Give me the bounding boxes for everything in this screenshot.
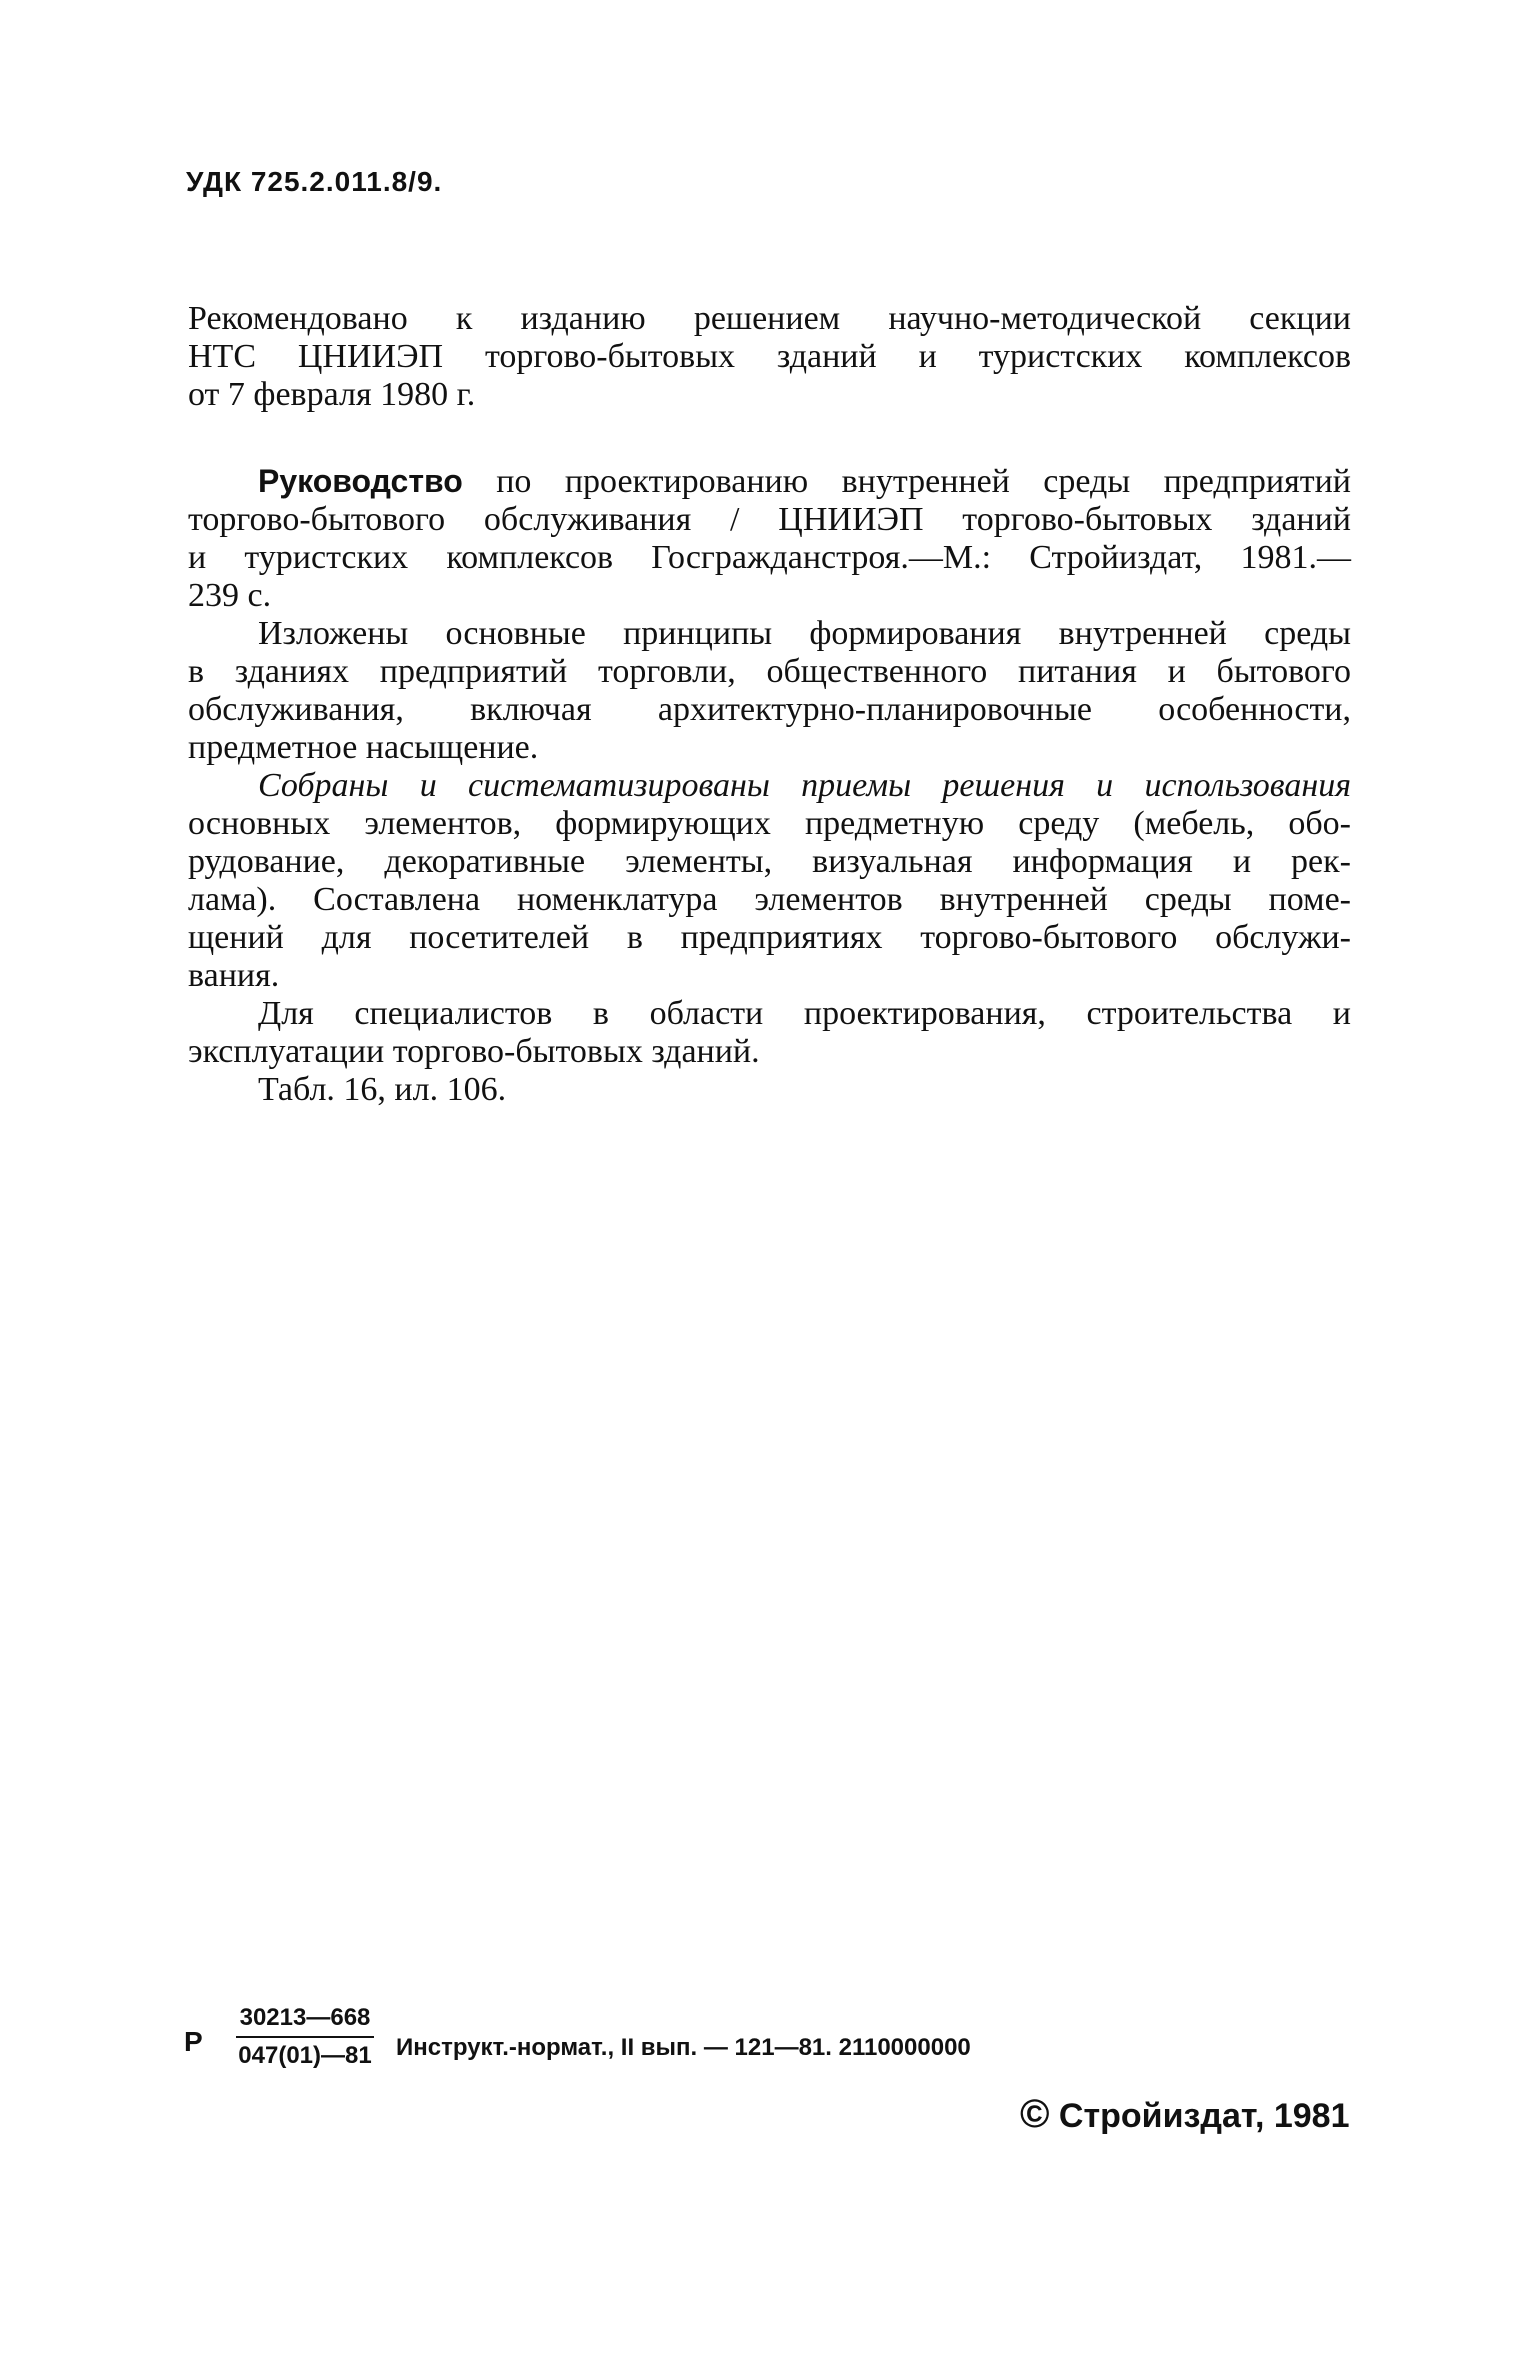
para1-line: в зданиях предприятий торговли, общественного питания и бытового (188, 653, 1351, 690)
recommendation-line: Рекомендовано к изданию решением научно-методической секции (188, 300, 1351, 337)
imprint-fraction (236, 2004, 374, 2070)
imprint-denominator: 047(01)—81 (238, 2042, 372, 2069)
para3-line: Для специалистов в области проектирования, строительства и (258, 995, 1351, 1032)
para2-italic-line: Собраны и систематизированы приемы решения и использования (258, 767, 1351, 804)
abstract-title-rest: по проектированию внутренней среды предприятий (462, 463, 1351, 500)
para2-line: рудование, декоративные элементы, визуальная информация и рек- (188, 843, 1351, 880)
recommendation-line: от 7 февраля 1980 г. (188, 376, 476, 413)
para1-line: предметное насыщение. (188, 729, 539, 766)
udk-code: УДК 725.2.011.8/9. (186, 166, 443, 197)
para2-line: лама). Составлена номенклатура элементов внутренней среды поме- (188, 881, 1351, 918)
biblio-line: 239 с. (188, 577, 272, 614)
copyright-icon: © (1020, 2092, 1050, 2136)
imprint-text: Инструкт.-нормат., II вып. — 121—81. 2110000000 (396, 2034, 971, 2061)
para2-line: вания. (188, 957, 280, 994)
abstract-title-line (188, 462, 1351, 501)
para1-line: Изложены основные принципы формирования внутренней среды (258, 615, 1351, 652)
imprint-numerator: 30213—668 (236, 2004, 374, 2038)
para2-line: основных элементов, формирующих предметную среду (мебель, обо- (188, 805, 1351, 842)
biblio-line: торгово-бытового обслуживания / ЦНИИЭП торгово-бытовых зданий (188, 501, 1351, 538)
copyright-text: Стройиздат, 1981 (1049, 2097, 1350, 2135)
recommendation-note (188, 300, 1351, 414)
abstract (188, 462, 1351, 1109)
recommendation-line: НТС ЦНИИЭП торгово-бытовых зданий и туристских комплексов (188, 338, 1351, 375)
tables-illustrations-count: Табл. 16, ил. 106. (258, 1071, 507, 1108)
biblio-line: и туристских комплексов Госгражданстроя.—М.: Стройиздат, 1981.— (188, 539, 1351, 576)
para1-line: обслуживания, включая архитектурно-планировочные особенности, (188, 691, 1351, 728)
para3-line: эксплуатации торгово-бытовых зданий. (188, 1033, 760, 1070)
copyright (1020, 2092, 1350, 2137)
para2-line: щений для посетителей в предприятиях торгово-бытового обслужи- (188, 919, 1351, 956)
abstract-title-bold: Руководство (258, 463, 463, 499)
imprint-letter: Р (184, 2026, 203, 2057)
